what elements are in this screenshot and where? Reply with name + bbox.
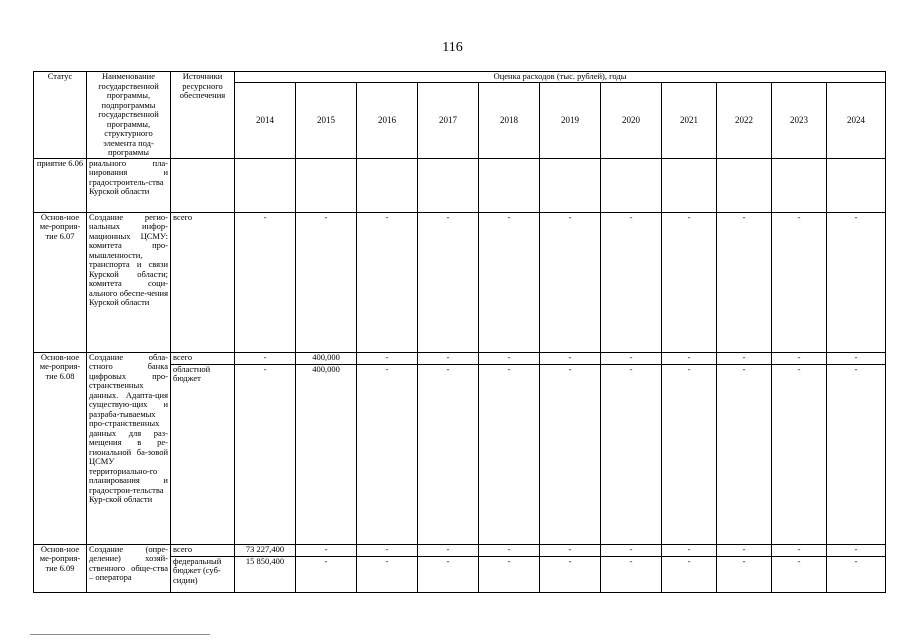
header-year: 2017	[418, 83, 479, 158]
header-year: 2023	[772, 83, 827, 158]
row-value: -	[601, 544, 662, 556]
row-sub-value: -	[479, 364, 540, 544]
header-year: 2014	[235, 83, 296, 158]
row-value: -	[717, 212, 772, 352]
row-value: 73 227,400	[235, 544, 296, 556]
row-value: -	[717, 544, 772, 556]
row-sub-value: -	[357, 556, 418, 592]
row-value: -	[479, 544, 540, 556]
row-sub-value: -	[479, 556, 540, 592]
row-sub-value: -	[772, 364, 827, 544]
row-value: -	[827, 544, 886, 556]
row-value: 400,000	[296, 352, 357, 364]
row-status: Основ-ное ме-роприя-тие 6.09	[34, 544, 87, 592]
row-value	[296, 158, 357, 212]
row-name: Создание обла-стного банка цифровых про-странственных данных. Адапта-ция существую-щих и разраба-тываемых про-странственных данных для раз-мещения в ре-гиональной ба-зовой ЦСМУ территориально-го планирования и градострои-тельства Кур-ской области	[87, 352, 171, 544]
row-value: -	[601, 212, 662, 352]
row-sub-value: -	[540, 364, 601, 544]
row-sub-value: 15 850,400	[235, 556, 296, 592]
row-status: приятие 6.06	[34, 158, 87, 212]
row-value: -	[357, 544, 418, 556]
table-row	[34, 352, 886, 364]
row-sub-value: -	[418, 364, 479, 544]
scan-edge-line	[30, 634, 210, 635]
table-row	[34, 212, 886, 352]
row-value: -	[418, 352, 479, 364]
row-value: -	[357, 352, 418, 364]
row-value: -	[235, 352, 296, 364]
row-sub-value: -	[662, 364, 717, 544]
row-value: -	[479, 212, 540, 352]
row-name: Создание регио-нальных инфор-мационных ЦСМУ: комитета про-мышленности, транспорта и связи Курской области; комитета соци-ального обеспе-чения Курской области	[87, 212, 171, 352]
row-value	[479, 158, 540, 212]
header-year: 2019	[540, 83, 601, 158]
row-value: -	[662, 352, 717, 364]
row-sub-value: -	[601, 364, 662, 544]
row-status: Основ-ное ме-роприя-тие 6.07	[34, 212, 87, 352]
row-sub-value: -	[601, 556, 662, 592]
row-value: -	[357, 212, 418, 352]
row-value	[601, 158, 662, 212]
header-year: 2021	[662, 83, 717, 158]
row-sub-value: -	[827, 556, 886, 592]
page-number: 116	[442, 40, 463, 55]
row-value: -	[717, 352, 772, 364]
row-source: всего	[171, 544, 235, 556]
header-source: Источники ресурсного обеспечения	[171, 72, 235, 159]
row-name: Создание (опре-деление) хозяй-ственного обще-ства – оператора	[87, 544, 171, 592]
row-sub-value: -	[772, 556, 827, 592]
row-source	[171, 158, 235, 212]
row-value: -	[540, 544, 601, 556]
header-year: 2016	[357, 83, 418, 158]
row-value: -	[772, 352, 827, 364]
row-value: -	[296, 544, 357, 556]
row-value: -	[662, 212, 717, 352]
header-year: 2022	[717, 83, 772, 158]
row-sub-value: -	[296, 556, 357, 592]
row-sub-value: 400,000	[296, 364, 357, 544]
row-status: Основ-ное ме-роприя-тие 6.08	[34, 352, 87, 544]
row-value	[827, 158, 886, 212]
table-row	[34, 544, 886, 556]
row-value: -	[772, 544, 827, 556]
row-sub-value: -	[717, 364, 772, 544]
row-value: -	[235, 212, 296, 352]
header-estimate: Оценка расходов (тыс. рублей), годы	[235, 72, 886, 83]
header-status: Статус	[34, 72, 87, 159]
row-value: -	[662, 544, 717, 556]
row-sub-value: -	[418, 556, 479, 592]
header-year: 2018	[479, 83, 540, 158]
row-sub-value: -	[717, 556, 772, 592]
row-value	[235, 158, 296, 212]
row-sub-source: федеральный бюджет (суб-сидии)	[171, 556, 235, 592]
header-year: 2020	[601, 83, 662, 158]
table-row	[34, 158, 886, 212]
row-value: -	[540, 212, 601, 352]
row-value: -	[479, 352, 540, 364]
row-sub-source: областной бюджет	[171, 364, 235, 544]
row-source: всего	[171, 212, 235, 352]
row-value: -	[827, 212, 886, 352]
row-sub-value: -	[540, 556, 601, 592]
row-value	[540, 158, 601, 212]
row-value: -	[827, 352, 886, 364]
row-value: -	[418, 544, 479, 556]
row-value	[717, 158, 772, 212]
budget-table	[33, 71, 886, 593]
row-name: риального пла-нирования и градостроитель-ства Курской области	[87, 158, 171, 212]
row-sub-value: -	[357, 364, 418, 544]
row-value	[662, 158, 717, 212]
row-value	[772, 158, 827, 212]
header-year: 2015	[296, 83, 357, 158]
row-value: -	[540, 352, 601, 364]
header-name: Наименование государственной программы, подпрограммы государственной программы, структурного элемента под-программы	[87, 72, 171, 159]
row-value: -	[601, 352, 662, 364]
row-value	[418, 158, 479, 212]
row-value: -	[296, 212, 357, 352]
row-source: всего	[171, 352, 235, 364]
row-value	[357, 158, 418, 212]
row-sub-value: -	[235, 364, 296, 544]
row-value: -	[418, 212, 479, 352]
row-value: -	[772, 212, 827, 352]
row-sub-value: -	[827, 364, 886, 544]
header-year: 2024	[827, 83, 886, 158]
row-sub-value: -	[662, 556, 717, 592]
